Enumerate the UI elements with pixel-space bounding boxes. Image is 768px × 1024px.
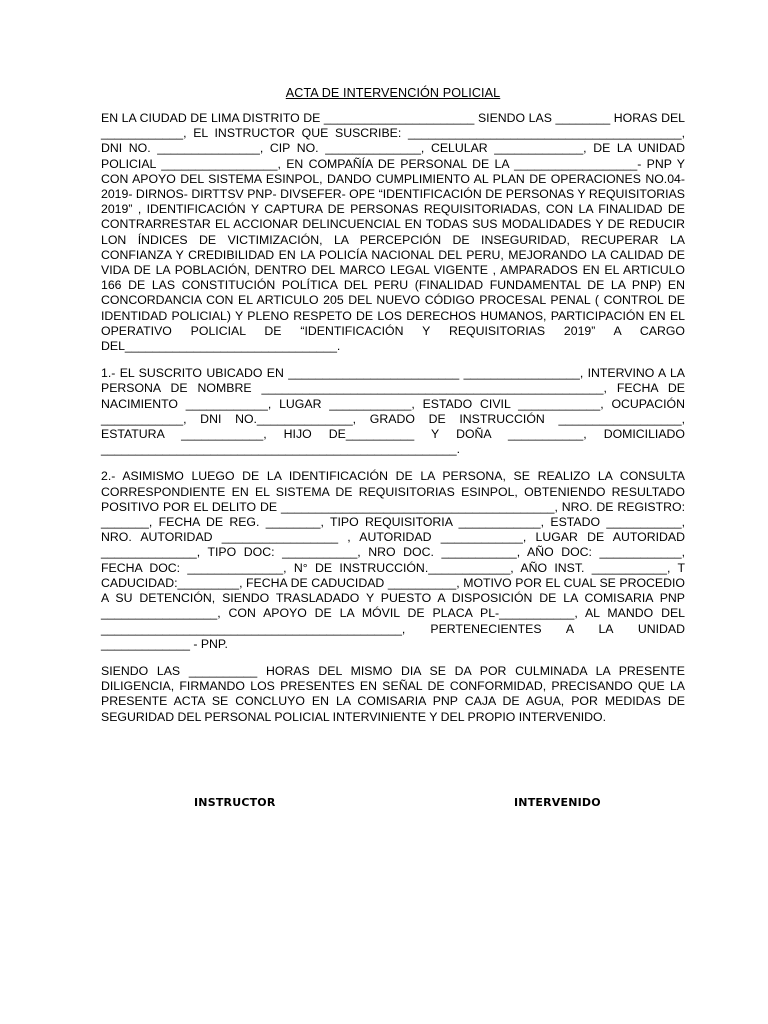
signature-block — [0, 796, 768, 816]
document-title: ACTA DE INTERVENCIÓN POLICIAL — [285, 86, 501, 100]
signature-label-intervenido: INTERVENIDO — [514, 796, 601, 809]
intro-paragraph: EN LA CIUDAD DE LIMA DISTRITO DE ______________________ SIENDO LAS ________ HORAS DEL ____________, EL INSTRUCTOR QUE SUSCRIBE: ________________________________________, DNI NO. _______________, CIP NO. ______________, CELULAR _____________, DE LA UNIDAD POLICIAL _________________, EN COMPAÑÍA DE PERSONAL DE LA __________________- PNP Y CON APOYO DEL SISTEMA ESINPOL, DANDO CUMPLIMIENTO AL PLAN DE OPERACIONES NO.04-2019- DIRNOS- DIRTTSV PNP- DIVSEFER- OPE “IDENTIFICACIÓN DE PERSONAS Y REQUISITORIAS 2019” , IDENTIFICACIÓN Y CAPTURA DE PERSONAS REQUISITORIADAS, CON LA FINALIDAD DE CONTRARRESTAR EL ACCIONAR DELINCUENCIAL EN TODAS SUS MODALIDADES Y DE REDUCIR LON ÍNDICES DE VICTIMIZACIÓN, LA PERCEPCIÓN DE INSEGURIDAD, RECUPERAR LA CONFIANZA Y CREDIBILIDAD EN LA POLICÍA NACIONAL DEL PERU, MEJORANDO LA CALIDAD DE VIDA DE LA POBLACIÓN, DENTRO DEL MARCO LEGAL VIGENTE , AMPARADOS EN EL ARTICULO 166 DE LAS CONSTITUCIÓN POLÍTICA DEL PERU (FINALIDAD FUNDAMENTAL DE LA PNP) EN CONCORDANCIA CON EL ARTICULO 205 DEL NUEVO CÓDIGO PROCESAL PENAL ( CONTROL DE IDENTIDAD POLICIAL) Y PLENO RESPETO DE LOS DERECHOS HUMANOS, PARTICIPACIÓN EN EL OPERATIVO POLICIAL DE “IDENTIFICACIÓN Y REQUISITORIAS 2019” A CARGO DEL_______________________________. — [101, 111, 685, 354]
signature-label-instructor: INSTRUCTOR — [194, 796, 276, 809]
section-1-paragraph: 1.- EL SUSCRITO UBICADO EN _________________________ _________________, INTERVINO A LA PERSONA DE NOMBRE __________________________________________________, FECHA DE NACIMIENTO ____________, LUGAR ____________, ESTADO CIVIL ____________, OCUPACIÓN ____________, DNI NO.______________, GRADO DE INSTRUCCIÓN __________________, ESTATURA ____________, HIJO DE__________ Y DOÑA ___________, DOMICILIADO ____________________________________________________. — [101, 366, 685, 457]
closing-paragraph: SIENDO LAS __________ HORAS DEL MISMO DIA SE DA POR CULMINADA LA PRESENTE DILIGENCIA, FIRMANDO LOS PRESENTES EN SEÑAL DE CONFORMIDAD, PRECISANDO QUE LA PRESENTE ACTA SE CONCLUYO EN LA COMISARIA PNP CAJA DE AGUA, POR MEDIDAS DE SEGURIDAD DEL PERSONAL POLICIAL INTERVINIENTE Y DEL PROPIO INTERVENIDO. — [101, 663, 685, 724]
document-body — [101, 86, 685, 737]
section-2-paragraph: 2.- ASIMISMO LUEGO DE LA IDENTIFICACIÓN DE LA PERSONA, SE REALIZO LA CONSULTA CORRESPONDIENTE EN EL SISTEMA DE REQUISITORIAS ESINPOL, OBTENIENDO RESULTADO POSITIVO POR EL DELITO DE ________________________________________, NRO. DE REGISTRO: _______, FECHA DE REG. ________, TIPO REQUISITORIA ____________, ESTADO ___________, NRO. AUTORIDAD _________________ , AUTORIDAD ____________, LUGAR DE AUTORIDAD ______________, TIPO DOC: ___________, NRO DOC. ___________, AÑO DOC: ____________, FECHA DOC: ______________, N° DE INSTRUCCIÓN.____________, AÑO INST. ___________, T CADUCIDAD:_________, FECHA DE CADUCIDAD __________, MOTIVO POR EL CUAL SE PROCEDIO A SU DETENCIÓN, SIENDO TRASLADADO Y PUESTO A DISPOSICIÓN DE LA COMISARIA PNP _________________, CON APOYO DE LA MÓVIL DE PLACA PL-___________, AL MANDO DEL ____________________________________________, PERTENECIENTES A LA UNIDAD _____________ - PNP. — [101, 469, 685, 651]
